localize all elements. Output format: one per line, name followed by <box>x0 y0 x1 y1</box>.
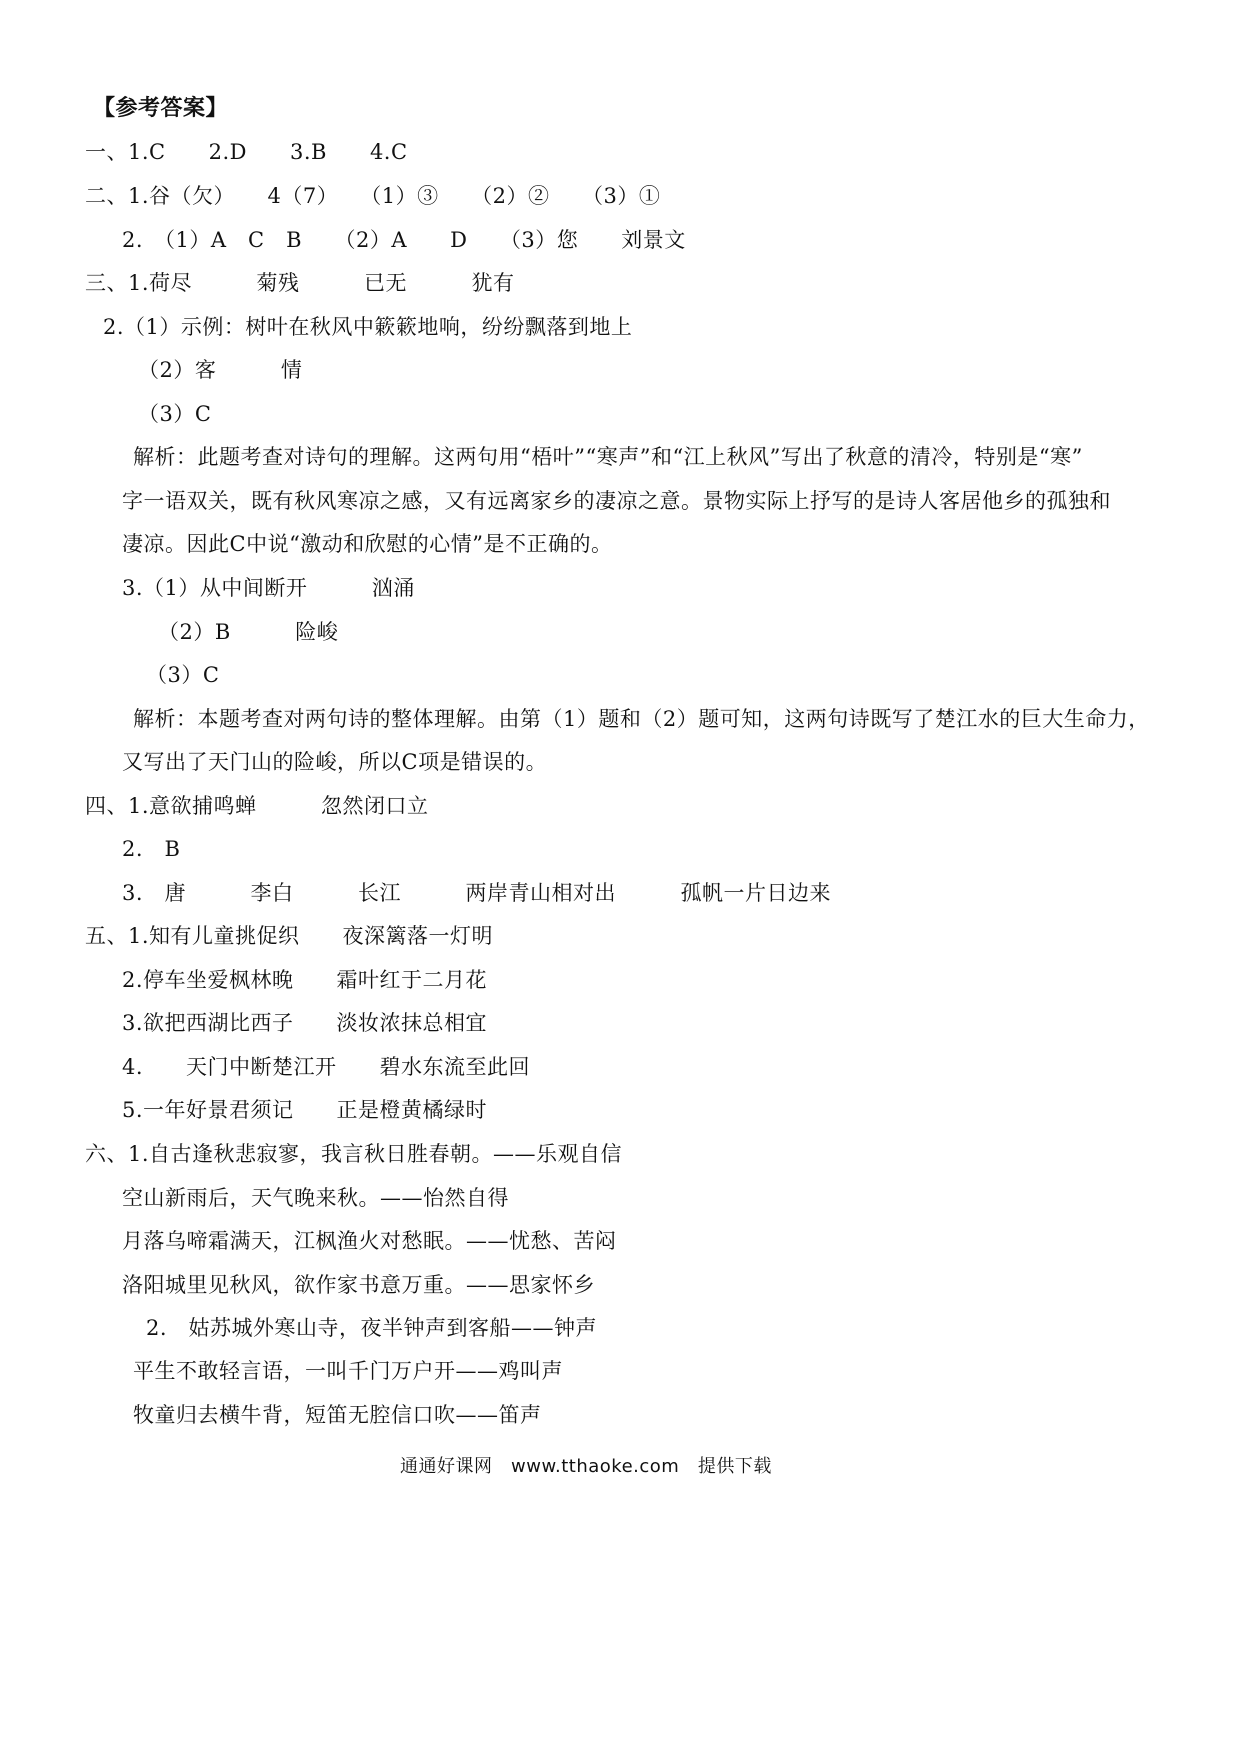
page-footer: 通通好课网 www.tthaoke.com 提供下载 <box>400 1456 772 1477</box>
answer-line: 六、1.自古逢秋悲寂寥，我言秋日胜春朝。——乐观自信 <box>85 1142 623 1166</box>
answer-line: 3. 唐 李白 长江 两岸青山相对出 孤帆一片日边来 <box>122 881 832 905</box>
answer-line: 2.（1）示例：树叶在秋风中簌簌地响，纷纷飘落到地上 <box>103 315 633 339</box>
answer-line: 2. 姑苏城外寒山寺，夜半钟声到客船——钟声 <box>146 1316 598 1340</box>
answer-line: （3）C <box>138 402 212 426</box>
answer-line: （2）B 险峻 <box>158 620 339 644</box>
analysis-line: 字一语双关，既有秋风寒凉之感，又有远离家乡的凄凉之意。景物实际上抒写的是诗人客居他乡的孤独和 <box>122 489 1111 513</box>
answer-line: 三、1.荷尽 菊残 已无 犹有 <box>85 271 515 295</box>
answer-line: 5.一年好景君须记 正是橙黄橘绿时 <box>122 1098 488 1122</box>
answer-line: 3.欲把西湖比西子 淡妆浓抹总相宜 <box>122 1011 488 1035</box>
answer-line: 平生不敢轻言语，一叫千门万户开——鸡叫声 <box>133 1359 563 1383</box>
answer-line: 2. B <box>122 837 181 861</box>
answer-line: 2. （1）A C B （2）A D （3）您 刘景文 <box>122 228 686 252</box>
answer-line: （3）C <box>146 663 220 687</box>
answer-line: 五、1.知有儿童挑促织 夜深篱落一灯明 <box>85 924 494 948</box>
analysis-line: 解析：此题考查对诗句的理解。这两句用“梧叶”“寒声”和“江上秋风”写出了秋意的清冷，特别是“寒” <box>133 445 1083 469</box>
analysis-line: 凄凉。因此C中说“激动和欣慰的心情”是不正确的。 <box>122 532 613 556</box>
answer-line: 空山新雨后，天气晚来秋。——怡然自得 <box>122 1186 509 1210</box>
answer-line: 4. 天门中断楚江开 碧水东流至此回 <box>122 1055 531 1079</box>
answer-line: 二、1.谷（欠） 4（7） （1）③ （2）② （3）① <box>85 184 661 208</box>
answer-line: 月落乌啼霜满天，江枫渔火对愁眠。——忧愁、苦闷 <box>122 1229 617 1253</box>
answer-title: 【参考答案】 <box>93 95 229 121</box>
analysis-line: 又写出了天门山的险峻，所以C项是错误的。 <box>122 750 548 774</box>
answer-line: 3.（1）从中间断开 汹涌 <box>122 576 415 600</box>
answer-line: 一、1.C 2.D 3.B 4.C <box>85 140 408 164</box>
answer-line: 四、1.意欲捕鸣蝉 忽然闭口立 <box>85 794 429 818</box>
answer-line: 2.停车坐爱枫林晚 霜叶红于二月花 <box>122 968 488 992</box>
answer-line: 洛阳城里见秋风，欲作家书意万重。——思家怀乡 <box>122 1273 595 1297</box>
analysis-line: 解析：本题考查对两句诗的整体理解。由第（1）题和（2）题可知，这两句诗既写了楚江水的巨大生命力， <box>133 707 1150 731</box>
answer-line: 牧童归去横牛背，短笛无腔信口吹——笛声 <box>133 1403 542 1427</box>
answer-line: （2）客 情 <box>138 358 303 382</box>
